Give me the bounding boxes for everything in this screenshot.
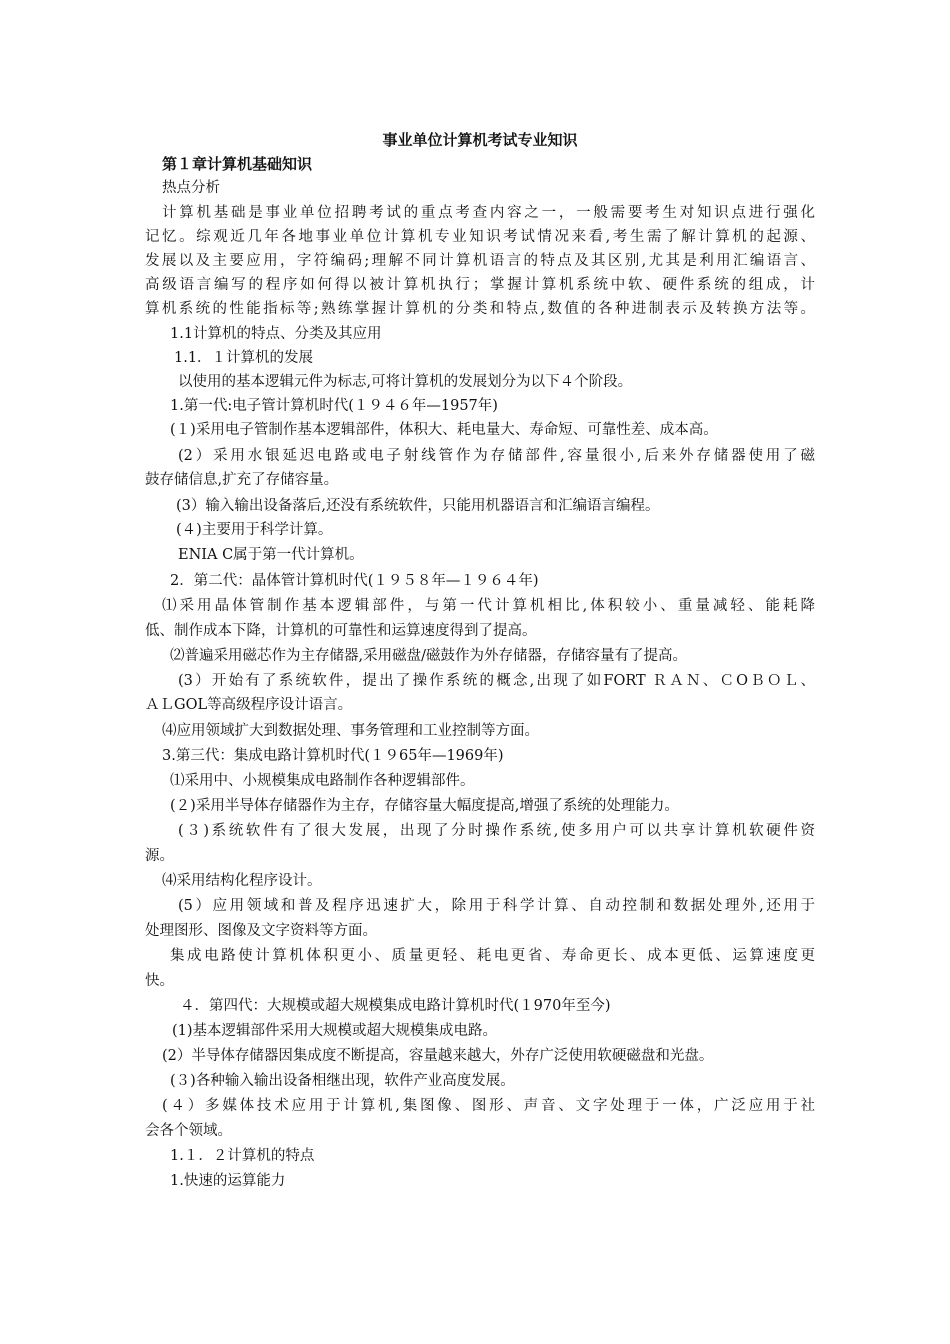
list-item: ⑷应用领域扩大到数据处理、事务管理和工业控制等方面。 (162, 723, 539, 739)
list-item: (5）应用领域和普及程序迅速扩大，除用于科学计算、自动控制和数据处理外,还用于 (178, 898, 815, 914)
list-item: (2）采用水银延迟电路或电子射线管作为存储部件,容量很小,后来外存储器使用了磁 (178, 448, 815, 464)
list-item: (２)采用半导体存储器作为主存，存储容量大幅度提高,增强了系统的处理能力。 (170, 798, 679, 814)
section-heading: 1.1计算机的特点、分类及其应用 (170, 326, 382, 342)
list-item-continued: 源。 (145, 848, 174, 864)
list-heading: 1.快速的运算能力 (170, 1173, 286, 1189)
paragraph-line: 计算机基础是事业单位招聘考试的重点考查内容之一，一般需要考生对知识点进行强化 (162, 205, 815, 221)
paragraph-line: 以使用的基本逻辑元件为标志,可将计算机的发展划分为以下４个阶段。 (178, 374, 633, 390)
list-item: (１)采用电子管制作基本逻辑部件，体积大、耗电量大、寿命短、可靠性差、成本高。 (170, 422, 718, 438)
paragraph-line: 算机系统的性能指标等;熟练掌握计算机的分类和特点,数值的各种进制表示及转换方法等。 (145, 301, 815, 317)
list-item: (４）多媒体技术应用于计算机,集图像、图形、声音、文字处理于一体，广泛应用于社 (162, 1098, 815, 1114)
paragraph-line: 记忆。综观近几年各地事业单位计算机专业知识考试情况来看,考生需了解计算机的起源、 (145, 229, 815, 245)
paragraph-line: 发展以及主要应用，字符编码;理解不同计算机语言的特点及其区别,尤其是利用汇编语言、 (145, 253, 815, 269)
list-item: (３)系统软件有了很大发展，出现了分时操作系统,使多用户可以共享计算机软硬件资 (178, 823, 815, 839)
list-item: (3）输入输出设备落后,还没有系统软件，只能用机器语言和汇编语言编程。 (176, 498, 660, 514)
list-item: (1)基本逻辑部件采用大规模或超大规模集成电路。 (172, 1023, 498, 1039)
document-title: 事业单位计算机考试专业知识 (382, 131, 578, 149)
list-item-continued: 低、制作成本下降，计算机的可靠性和运算速度得到了提高。 (145, 623, 537, 639)
subsection-heading: 1.１．２计算机的特点 (170, 1148, 315, 1164)
list-item: (３)各种输入输出设备相继出现，软件产业高度发展。 (170, 1073, 515, 1089)
paragraph-line: 高级语言编写的程序如何得以被计算机执行；掌握计算机系统中软、硬件系统的组成，计 (145, 277, 815, 293)
list-heading: 2．第二代：晶体管计算机时代(１９５８年—１９６４年) (170, 573, 539, 589)
chapter-heading: 第１章计算机基础知识 (162, 155, 313, 173)
list-item: ⑵普遍采用磁芯作为主存储器,采用磁盘/磁鼓作为外存储器，存储容量有了提高。 (170, 648, 687, 664)
list-item-continued: 会各个领域。 (145, 1123, 232, 1139)
subsection-heading: 1.1．１计算机的发展 (174, 350, 314, 366)
list-item: ⑴采用晶体管制作基本逻辑部件，与第一代计算机相比,体积较小、重量减轻、能耗降 (162, 598, 815, 614)
section-heading-hotspot: 热点分析 (162, 180, 220, 196)
list-heading: 3.第三代：集成电路计算机时代(１９65年—1969年) (162, 748, 504, 764)
list-item: (４)主要用于科学计算。 (176, 522, 333, 538)
list-heading: 1.第一代:电子管计算机时代(１９４６年—1957年) (170, 398, 498, 414)
paragraph-line: 快。 (145, 973, 174, 989)
list-heading: ４．第四代：大规模或超大规模集成电路计算机时代(１970年至今) (180, 998, 611, 1014)
list-item: ⑴采用中、小规模集成电路制作各种逻辑部件。 (170, 773, 475, 789)
list-item: (2）半导体存储器因集成度不断提高，容量越来越大，外存广泛使用软硬磁盘和光盘。 (162, 1048, 714, 1064)
paragraph-line: 集成电路使计算机体积更小、质量更轻、耗电更省、寿命更长、成本更低、运算速度更 (170, 948, 815, 964)
list-item: (3）开始有了系统软件，提出了操作系统的概念,出现了如FORT ＲＡＮ、ＣOＢＯＬ、 (178, 673, 815, 689)
paragraph-line: ENIA C属于第一代计算机。 (178, 547, 364, 563)
list-item-continued: 鼓存储信息,扩充了存储容量。 (145, 472, 339, 488)
list-item: ⑷采用结构化程序设计。 (162, 873, 322, 889)
list-item-continued: ＡＬGOL等高级程序设计语言。 (145, 697, 353, 713)
list-item-continued: 处理图形、图像及文字资料等方面。 (145, 923, 377, 939)
